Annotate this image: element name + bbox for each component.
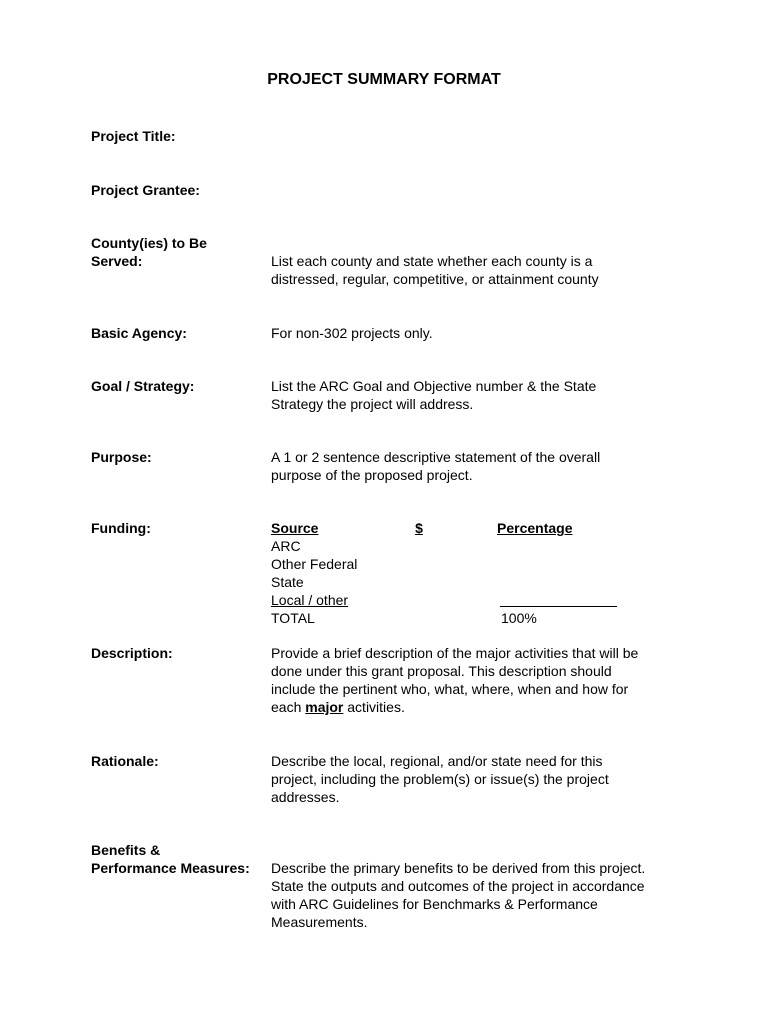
- county-value-line1: List each county and state whether each county is a: [271, 253, 593, 269]
- description-line3: include the pertinent who, what, where, when and how for: [271, 681, 629, 697]
- rationale-line1: Describe the local, regional, and/or state need for this: [271, 753, 603, 769]
- county-label-line1: County(ies) to Be: [91, 235, 207, 251]
- rationale-line2: project, including the problem(s) or issue(s) the project: [271, 771, 609, 787]
- basic-agency-value: For non-302 projects only.: [271, 325, 433, 341]
- county-label-line2: Served:: [91, 253, 143, 269]
- benefits-line2: State the outputs and outcomes of the project in accordance: [271, 878, 645, 894]
- description-line1: Provide a brief description of the major activities that will be: [271, 645, 639, 661]
- purpose-label: Purpose:: [91, 449, 152, 465]
- funding-row-total: TOTAL: [271, 610, 315, 626]
- benefits-label-line2: Performance Measures:: [91, 860, 250, 876]
- funding-label: Funding:: [91, 520, 151, 536]
- description-line4-post: activities.: [347, 699, 405, 715]
- funding-header-source: Source: [271, 520, 319, 536]
- description-label: Description:: [91, 645, 173, 661]
- county-label: [91, 234, 207, 270]
- benefits-value: [271, 859, 681, 931]
- description-line4: [271, 698, 681, 716]
- funding-row-other-federal: Other Federal: [271, 556, 358, 572]
- county-value-line2: distressed, regular, competitive, or attainment county: [271, 271, 599, 287]
- rationale-value: [271, 752, 681, 806]
- goal-strategy-line1: List the ARC Goal and Objective number & the State: [271, 378, 597, 394]
- description-line4-pre: each: [271, 699, 302, 715]
- county-value: [271, 252, 681, 288]
- goal-strategy-label: Goal / Strategy:: [91, 378, 195, 394]
- funding-header-dollar: $: [415, 520, 423, 536]
- description-major-emphasis: major: [305, 699, 344, 715]
- benefits-line3: with ARC Guidelines for Benchmarks & Performance: [271, 896, 598, 912]
- funding-percentage-underline: [500, 606, 617, 607]
- description-line2: done under this grant proposal. This description should: [271, 663, 612, 679]
- funding-row-state: State: [271, 574, 304, 590]
- project-title-label: Project Title:: [91, 128, 176, 144]
- benefits-line4: Measurements.: [271, 914, 368, 930]
- benefits-line1: Describe the primary benefits to be derived from this project.: [271, 860, 646, 876]
- purpose-line2: purpose of the proposed project.: [271, 467, 473, 483]
- funding-row-arc: ARC: [271, 538, 301, 554]
- benefits-label: [91, 841, 250, 877]
- rationale-line3: addresses.: [271, 789, 340, 805]
- basic-agency-label: Basic Agency:: [91, 325, 187, 341]
- description-value: [271, 644, 681, 716]
- rationale-label: Rationale:: [91, 753, 159, 769]
- page-title: PROJECT SUMMARY FORMAT: [267, 71, 501, 88]
- benefits-label-line1: Benefits &: [91, 842, 161, 858]
- goal-strategy-line2: Strategy the project will address.: [271, 396, 474, 412]
- goal-strategy-value: [271, 377, 681, 413]
- purpose-line1: A 1 or 2 sentence descriptive statement of the overall: [271, 449, 601, 465]
- funding-total-percentage: 100%: [501, 610, 537, 626]
- funding-row-local-other: Local / other: [271, 592, 349, 608]
- funding-header-percentage: Percentage: [497, 520, 573, 536]
- purpose-value: [271, 448, 681, 484]
- project-grantee-label: Project Grantee:: [91, 182, 200, 198]
